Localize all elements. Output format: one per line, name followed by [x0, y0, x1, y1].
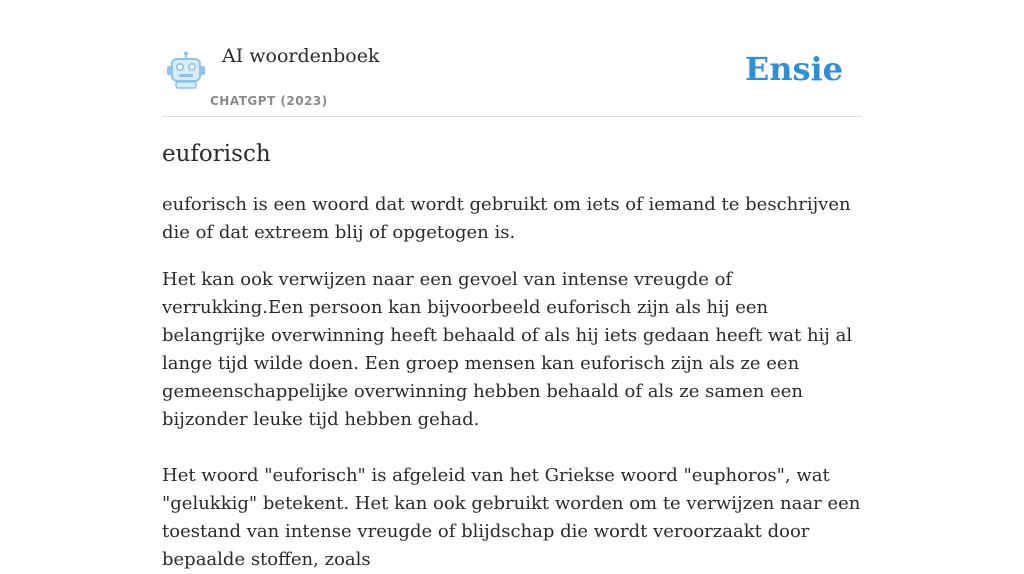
definition-paragraph: euforisch is een woord dat wordt gebruikt om iets of iemand te beschrijven die of dat extreem blij of opgetogen is.: [162, 194, 851, 243]
definition-paragraph: Het kan ook verwijzen naar een gevoel van intense vreugde of verrukking.Een persoon kan bijvoorbeeld euforisch zijn als hij een belangrijke overwinning heeft behaald of als hij iets gedaan heeft wat hij al lange tijd wilde doen. Een groep mensen kan euforisch zijn als ze een gemeenschappelijke overwinning hebben behaald of als ze samen een bijzonder leuke tijd hebben gehad.: [162, 269, 853, 430]
entry-term: euforisch: [162, 141, 271, 167]
definition-paragraph: Het woord "euforisch" is afgeleid van het Griekse woord "euphoros", wat "gelukkig" betekent. Het kan ook gebruikt worden om te verwijzen naar een toestand van intense vreugde of blijdschap die wordt veroorzaakt door bepaalde stoffen, zoals: [162, 465, 861, 570]
dictionary-header: [162, 0, 862, 117]
robot-icon: [166, 51, 206, 89]
page-container: [162, 0, 862, 574]
dictionary-source: CHATGPT (2023): [210, 94, 328, 108]
brand-logo[interactable]: Ensie: [744, 50, 843, 88]
dictionary-title[interactable]: AI woordenboek: [222, 45, 380, 67]
